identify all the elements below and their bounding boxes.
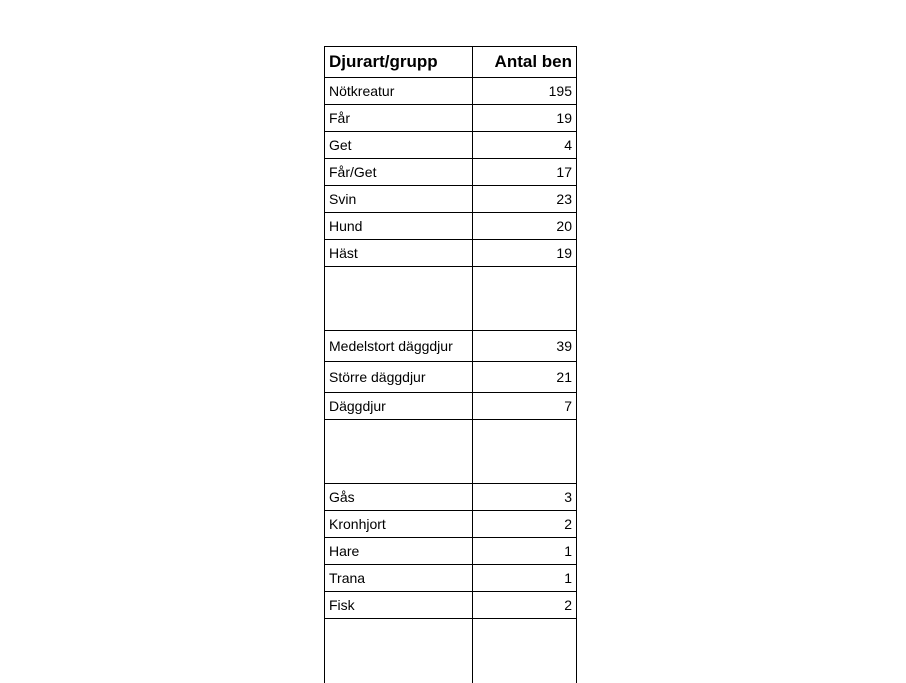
- species-cell[interactable]: Medelstort däggdjur: [325, 331, 473, 362]
- count-cell[interactable]: 20: [473, 213, 577, 240]
- table-row: [325, 565, 577, 592]
- spreadsheet-area: [324, 46, 576, 683]
- count-cell[interactable]: 19: [473, 240, 577, 267]
- table-row: [325, 78, 577, 105]
- count-cell[interactable]: 17: [473, 159, 577, 186]
- species-cell[interactable]: Häst: [325, 240, 473, 267]
- count-cell[interactable]: 3: [473, 484, 577, 511]
- species-cell[interactable]: Kronhjort: [325, 511, 473, 538]
- table-row: [325, 159, 577, 186]
- table-row: [325, 213, 577, 240]
- empty-row: [325, 420, 577, 484]
- species-cell[interactable]: Svin: [325, 186, 473, 213]
- species-cell[interactable]: Hund: [325, 213, 473, 240]
- table-row: [325, 132, 577, 159]
- table-row: [325, 186, 577, 213]
- species-cell[interactable]: Trana: [325, 565, 473, 592]
- bone-count-table: [324, 46, 577, 683]
- empty-row: [325, 619, 577, 683]
- count-cell[interactable]: 7: [473, 393, 577, 420]
- species-column-header[interactable]: Djurart/grupp: [325, 47, 473, 78]
- empty-cell[interactable]: [325, 619, 473, 683]
- count-cell[interactable]: 1: [473, 538, 577, 565]
- table-row: [325, 484, 577, 511]
- count-cell[interactable]: 4: [473, 132, 577, 159]
- table-row: [325, 592, 577, 619]
- header-row: [325, 47, 577, 78]
- count-cell[interactable]: 1: [473, 565, 577, 592]
- table-row: [325, 105, 577, 132]
- species-cell[interactable]: Fisk: [325, 592, 473, 619]
- species-cell[interactable]: Get: [325, 132, 473, 159]
- species-cell[interactable]: Däggdjur: [325, 393, 473, 420]
- count-cell[interactable]: 21: [473, 362, 577, 393]
- count-column-header[interactable]: Antal ben: [473, 47, 577, 78]
- empty-cell[interactable]: [473, 619, 577, 683]
- species-cell[interactable]: Nötkreatur: [325, 78, 473, 105]
- count-cell[interactable]: 23: [473, 186, 577, 213]
- count-cell[interactable]: 195: [473, 78, 577, 105]
- species-cell[interactable]: Får/Get: [325, 159, 473, 186]
- empty-cell[interactable]: [473, 267, 577, 331]
- empty-cell[interactable]: [325, 267, 473, 331]
- count-cell[interactable]: 39: [473, 331, 577, 362]
- table-row: [325, 511, 577, 538]
- table-row: [325, 393, 577, 420]
- species-cell[interactable]: Större däggdjur: [325, 362, 473, 393]
- table-row: [325, 538, 577, 565]
- count-cell[interactable]: 2: [473, 592, 577, 619]
- table-row: [325, 331, 577, 362]
- table-row: [325, 240, 577, 267]
- count-cell[interactable]: 19: [473, 105, 577, 132]
- empty-cell[interactable]: [473, 420, 577, 484]
- species-cell[interactable]: Gås: [325, 484, 473, 511]
- species-cell[interactable]: Får: [325, 105, 473, 132]
- species-cell[interactable]: Hare: [325, 538, 473, 565]
- table-row: [325, 362, 577, 393]
- count-cell[interactable]: 2: [473, 511, 577, 538]
- empty-row: [325, 267, 577, 331]
- empty-cell[interactable]: [325, 420, 473, 484]
